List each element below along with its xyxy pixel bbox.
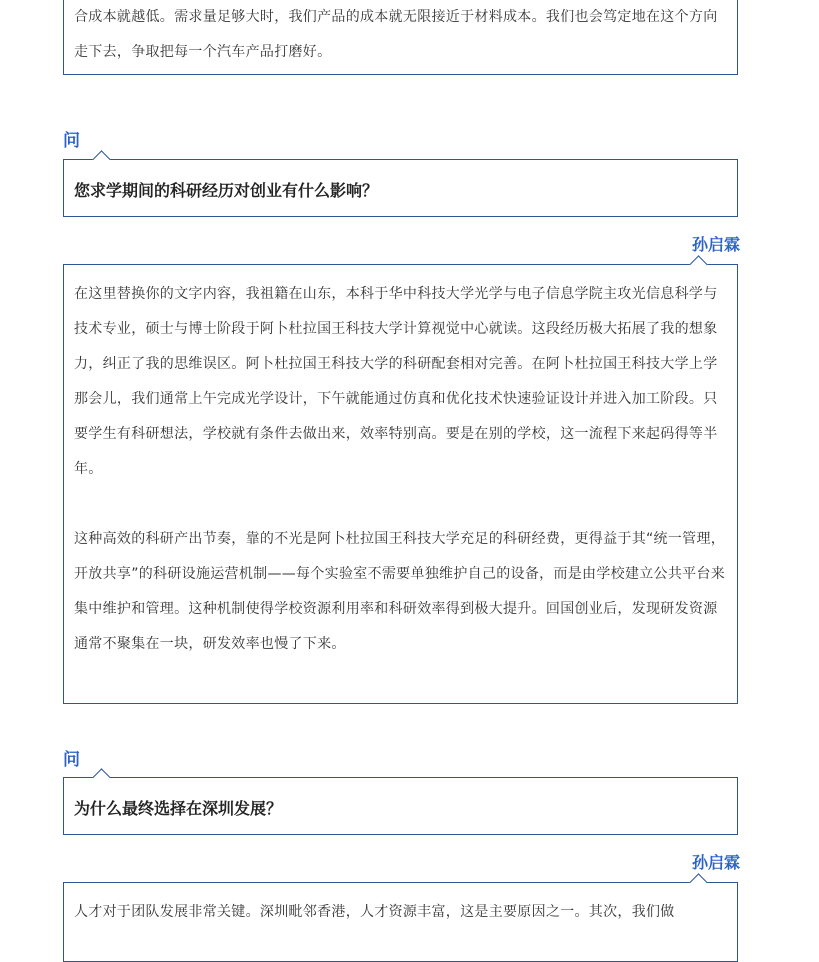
answer-paragraph-2: 这种高效的科研产出节奏，靠的不光是阿卜杜拉国王科技大学充足的科研经费，更得益于其“统一管理，开放共享”的科研设施运营机制——每个实验室不需要单独维护自己的设备，而是由学校建立公共平台来集中维护和管理。这种机制使得学校资源利用率和科研效率得到极大提升。回国创业后，发现研发资源通常不聚集在一块，研发效率也慢了下来。 (74, 531, 726, 652)
answer-paragraph-1: 在这里替换你的文字内容，我祖籍在山东，本科于华中科技大学光学与电子信息学院主攻光信息科学与技术专业，硕士与博士阶段于阿卜杜拉国王科技大学计算视觉中心就读。这段经历极大拓展了我的想象力，纠正了我的思维误区。阿卜杜拉国王科技大学的科研配套相对完善。在阿卜杜拉国王科技大学上学那会儿，我们通常上午完成光学设计，下午就能通过仿真和优化技术快速验证设计并进入加工阶段。只要学生有科研想法，学校就有条件去做出来，效率特别高。要是在别的学校，这一流程下来起码得等半年。 (74, 286, 718, 477)
question-box-pointer (92, 768, 110, 786)
question-label: 问 (63, 131, 80, 151)
answer-box-pointer (689, 255, 707, 273)
speaker-name: 孙启霖 (691, 853, 740, 872)
answer-box-pointer (689, 873, 707, 891)
answer-box-previous (63, 0, 738, 75)
question-box-pointer (92, 150, 110, 168)
speaker-name: 孙启霖 (691, 235, 740, 254)
answer-paragraph-1: 人才对于团队发展非常关键。深圳毗邻香港，人才资源丰富，这是主要原因之一。其次，我们做 (74, 904, 675, 920)
question-text: 您求学期间的科研经历对创业有什么影响？ (74, 181, 379, 200)
answer-paragraph: 合成本就越低。需求量足够大时，我们产品的成本就无限接近于材料成本。我们也会笃定地在这个方向走下去，争取把每一个汽车产品打磨好。 (74, 9, 718, 60)
question-label: 问 (63, 750, 80, 770)
question-text: 为什么最终选择在深圳发展？ (74, 799, 283, 818)
question-box (63, 777, 738, 835)
answer-box (63, 264, 738, 704)
answer-box (63, 882, 738, 962)
question-box (63, 159, 738, 217)
